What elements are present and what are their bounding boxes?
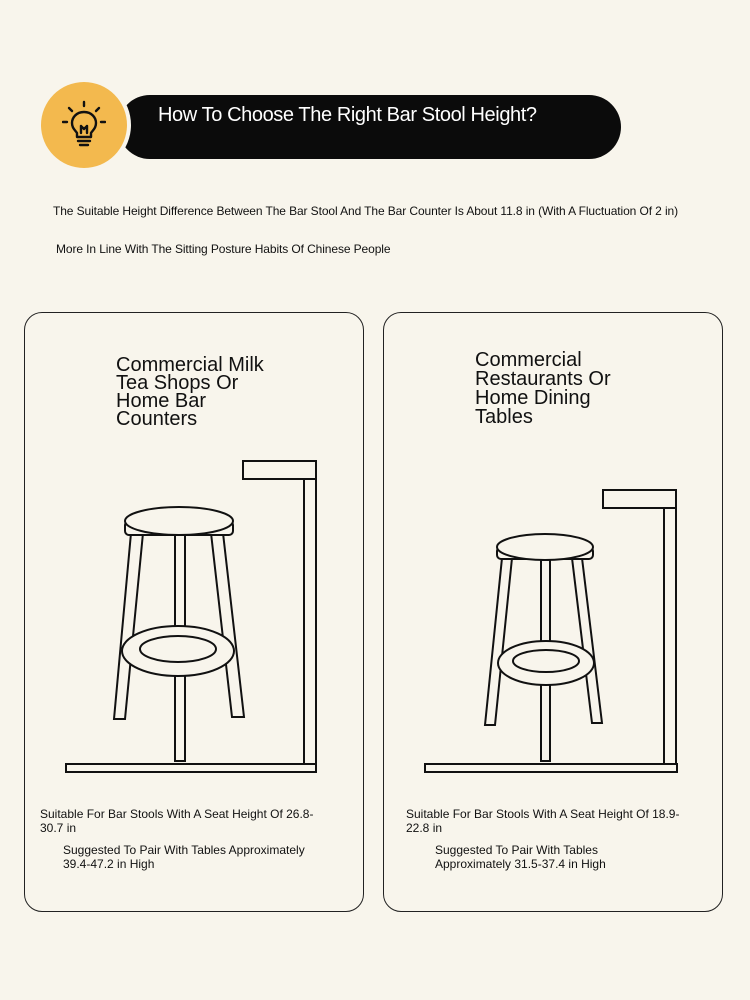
stool-foot-ring-inner [513, 650, 579, 672]
stool-seat-top [497, 534, 593, 560]
card-title: Commercial Restaurants Or Home Dining Tables [475, 349, 611, 428]
lightbulb-badge [41, 82, 127, 168]
stool-leg-right [211, 533, 244, 717]
stool-foot-ring-inner [140, 636, 216, 662]
counter-post [304, 479, 316, 764]
stool-leg-left [114, 533, 143, 719]
card-dining-table [383, 312, 723, 912]
seat-height-text: Suitable For Bar Stools With A Seat Height Of 18.9-22.8 in [406, 807, 680, 835]
stool-leg-left [485, 558, 512, 725]
floor-line [66, 764, 316, 772]
card-bar-counter [24, 312, 364, 912]
counter-top [243, 461, 316, 479]
card-title: Commercial Milk Tea Shops Or Home Bar Counters [116, 354, 264, 430]
table-post [664, 508, 676, 764]
intro-sitting-posture: More In Line With The Sitting Posture Habits Of Chinese People [56, 242, 391, 256]
table-height-text: Suggested To Pair With Tables Approximately 31.5-37.4 in High [435, 843, 606, 871]
stool-leg-right [572, 558, 602, 723]
table-height-text: Suggested To Pair With Tables Approximately 39.4-47.2 in High [63, 843, 305, 871]
page-title: How To Choose The Right Bar Stool Height? [158, 104, 537, 126]
floor-line [425, 764, 677, 772]
lightbulb-icon [62, 100, 106, 150]
seat-height-text: Suitable For Bar Stools With A Seat Height Of 26.8-30.7 in [40, 807, 314, 835]
stool-seat-top [125, 507, 233, 535]
intro-height-difference: The Suitable Height Difference Between The Bar Stool And The Bar Counter Is About 11.8 in (With A Fluctuation Of 2 in) [53, 204, 679, 218]
table-top [603, 490, 676, 508]
